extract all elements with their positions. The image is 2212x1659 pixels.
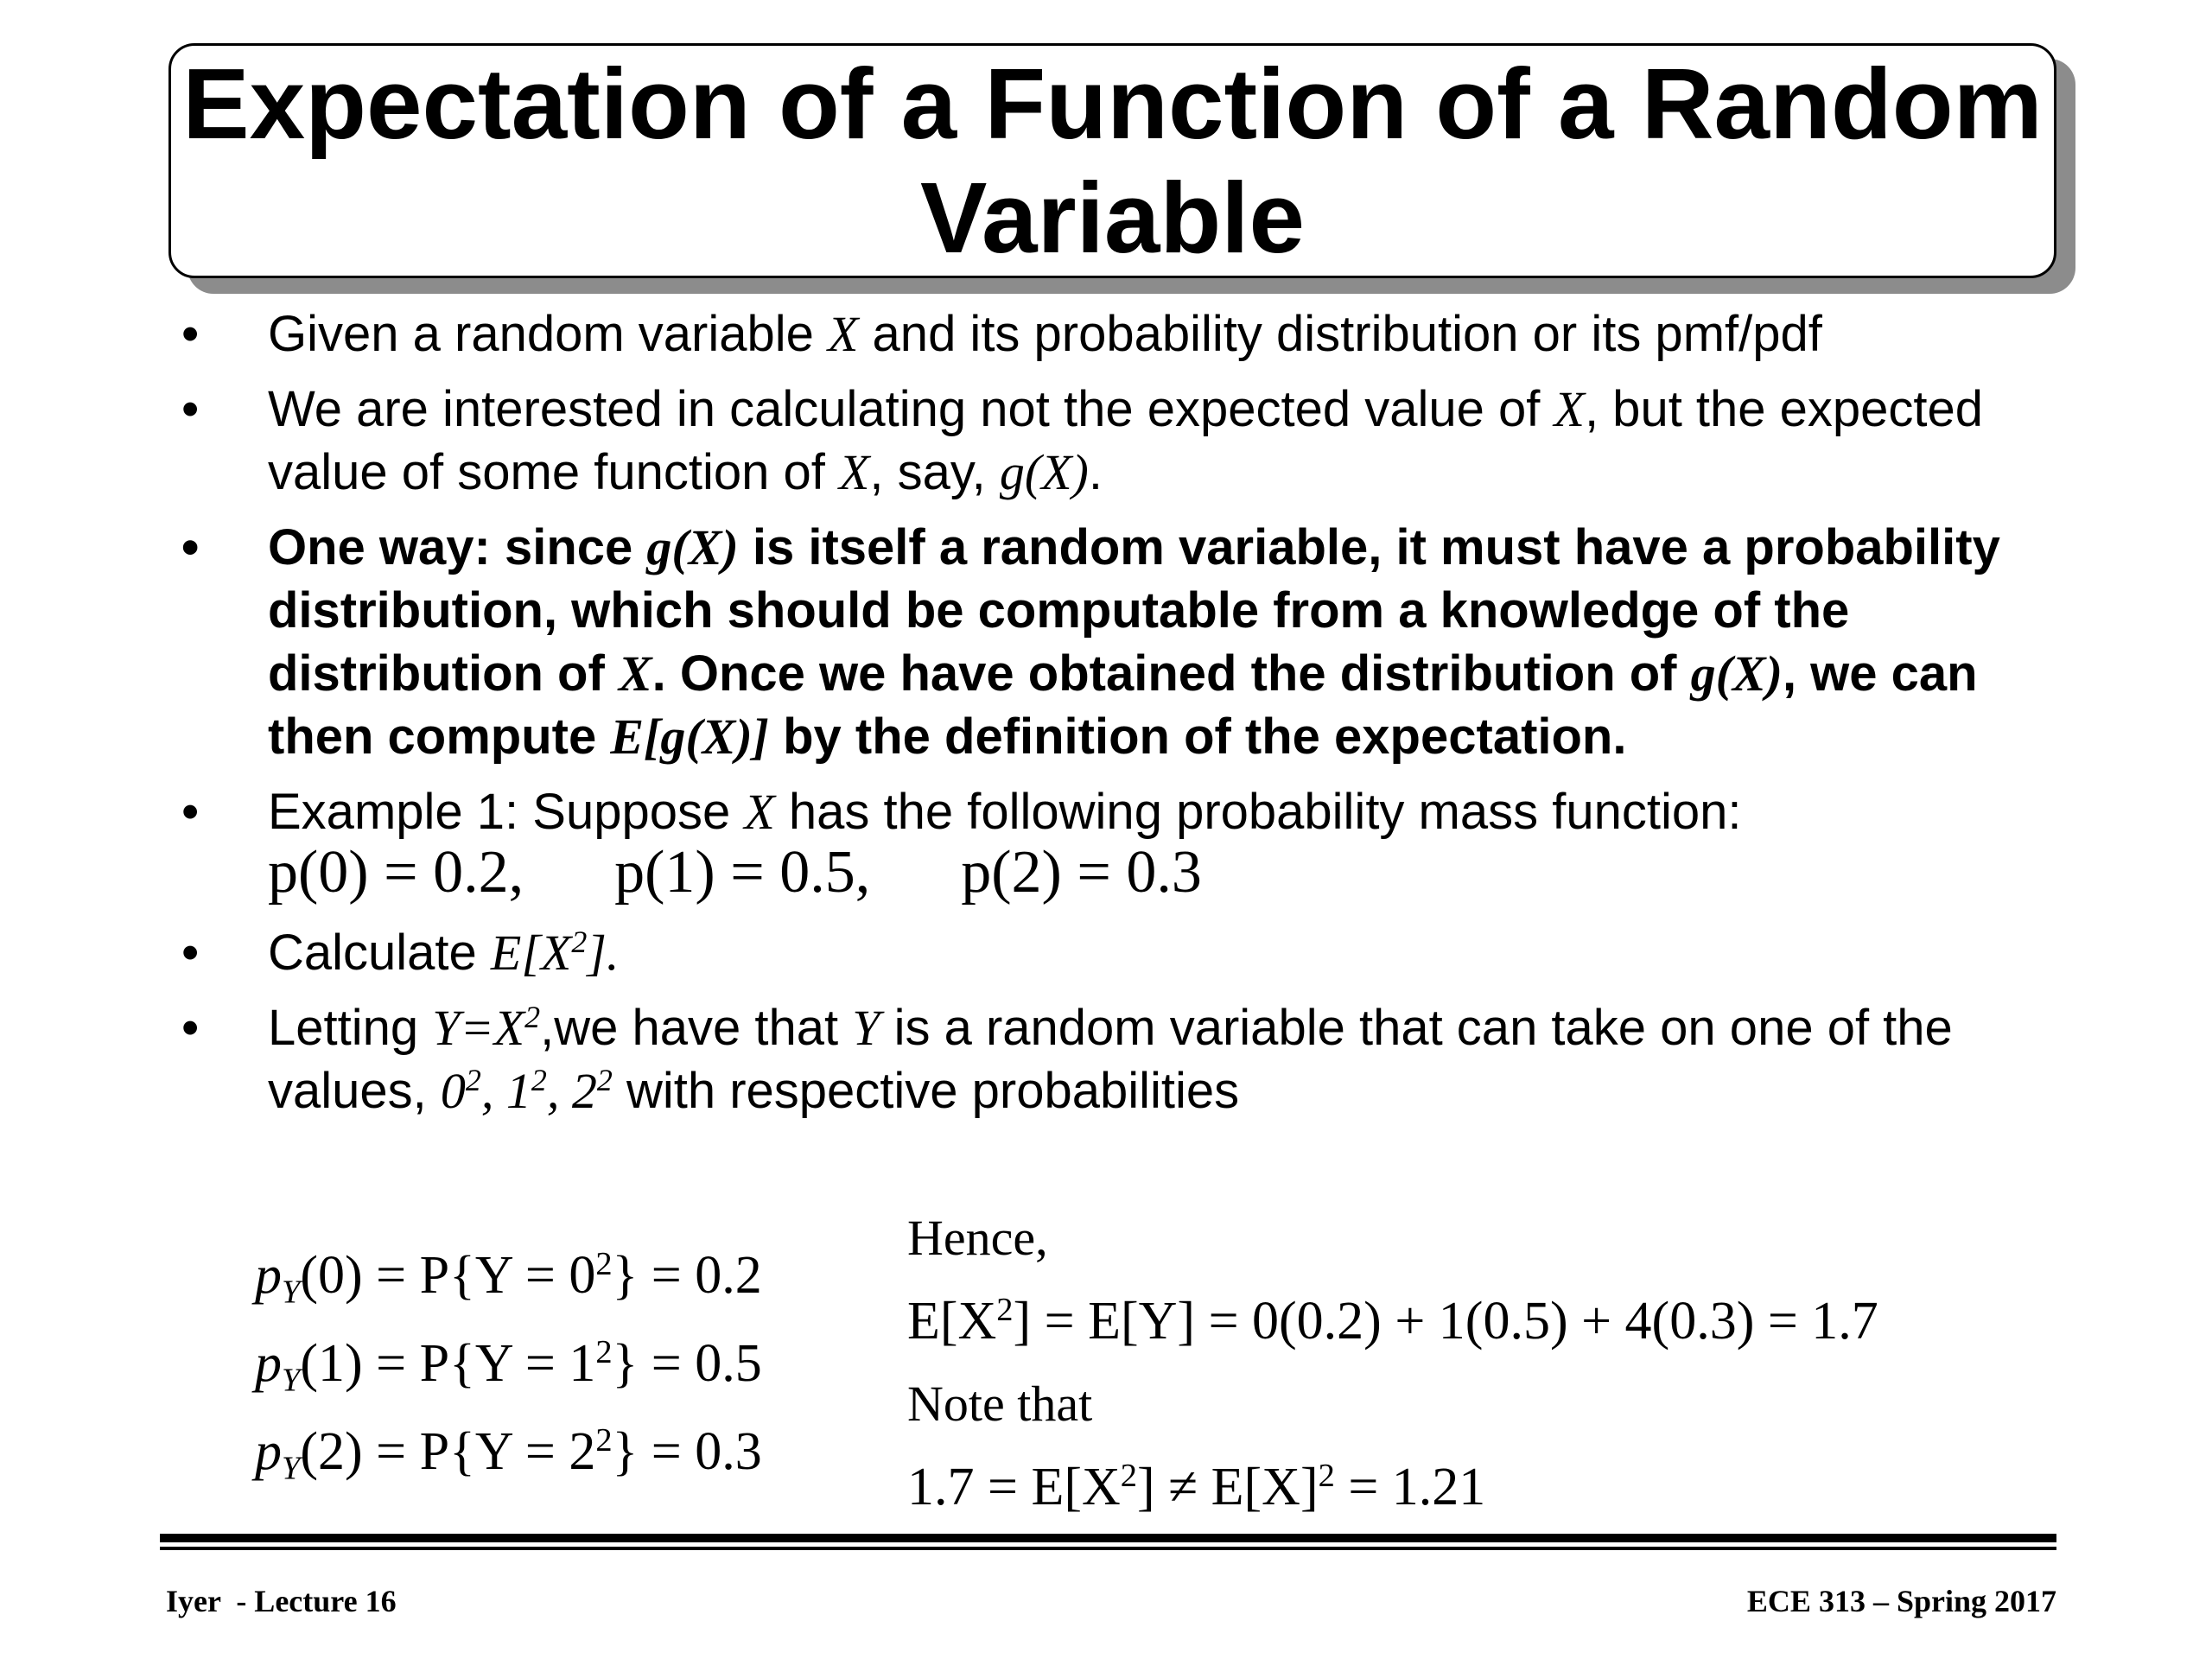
expectation-derivation — [907, 1197, 1878, 1529]
text: . Once we have obtained the distribution of — [652, 645, 1691, 702]
math-part: = 1.21 — [1334, 1458, 1486, 1516]
math-part: } = 0.5 — [612, 1334, 762, 1393]
math-part: Y=X — [432, 1000, 525, 1056]
text: has the following probability mass function: — [774, 784, 1742, 840]
footer-divider-thin — [160, 1547, 2056, 1550]
math-part: p — [255, 1246, 282, 1305]
math-var: X — [828, 306, 859, 362]
math-part: p — [255, 1422, 282, 1481]
text: , say, — [869, 444, 1000, 500]
math-part: (0) = P{Y = 0 — [300, 1246, 596, 1305]
bullet-marker: • — [181, 925, 200, 981]
note-text: Note that — [907, 1376, 1093, 1432]
math-var: X — [1554, 381, 1585, 437]
text: Calculate — [268, 925, 491, 981]
slide-title-line-2: Variable — [920, 162, 1305, 274]
superscript: 2 — [595, 1333, 613, 1370]
pmf-p2: p(2) = 0.3 — [961, 839, 1202, 906]
expectation-equation — [907, 1280, 1878, 1363]
math-part: ]. — [587, 925, 620, 981]
bullet-list — [173, 302, 2031, 1135]
subscript: Y — [282, 1450, 301, 1487]
superscript: 2 — [1318, 1457, 1335, 1494]
text: Given a random variable — [268, 306, 828, 362]
py-equation-2 — [255, 1408, 762, 1496]
math-part: 1.7 = E[X — [907, 1458, 1121, 1516]
bullet-letting-y — [173, 996, 2031, 1122]
text: by the definition of the expectation. — [768, 709, 1627, 765]
text: Letting — [268, 1000, 433, 1056]
bullet-calculate — [173, 921, 2031, 984]
superscript: 2 — [571, 925, 588, 960]
superscript: 2 — [595, 1421, 613, 1459]
text: , we can then compute — [268, 645, 1978, 765]
math-expr: g(X) — [999, 444, 1089, 500]
math-part: ] = E[Y] = 0(0.2) + 1(0.5) + 4(0.3) = 1.7 — [1013, 1292, 1878, 1351]
bullet-one-way — [173, 516, 2031, 768]
math-var: X — [838, 444, 870, 500]
hence-text: Hence, — [907, 1210, 1048, 1266]
text: . — [1088, 444, 1103, 500]
math-expr: E[g(X)] — [610, 709, 769, 765]
math-var: X — [618, 645, 652, 702]
bullet-marker: • — [181, 519, 200, 575]
math-part: E[X — [490, 925, 572, 981]
py-equation-0 — [255, 1231, 762, 1319]
pmf-p1: p(1) = 0.5, — [614, 839, 871, 906]
math-var: X — [744, 784, 775, 840]
math-part: , — [480, 1063, 506, 1119]
title-box — [168, 43, 2056, 278]
math-part: ] ≠ E[X] — [1136, 1458, 1319, 1516]
math-part: 0 — [440, 1063, 466, 1119]
text: We are interested in calculating not the expected value of — [268, 381, 1554, 437]
superscript: 2 — [595, 1245, 613, 1282]
bullet-marker: • — [181, 306, 200, 362]
subscript: Y — [282, 1274, 301, 1311]
bullet-given-random-variable — [173, 302, 2031, 365]
superscript: 2 — [524, 1000, 541, 1035]
bullet-marker: • — [181, 1000, 200, 1056]
math-part: (2) = P{Y = 2 — [300, 1422, 596, 1481]
math-part: 2 — [571, 1063, 597, 1119]
superscript: 2 — [1120, 1457, 1137, 1494]
text: with respective probabilities — [612, 1063, 1240, 1119]
slide-title-line-1: Expectation of a Function of a Random — [182, 48, 2043, 160]
text: One way: since — [268, 519, 647, 575]
footer-divider — [160, 1534, 2056, 1542]
math-var: Y — [852, 1000, 880, 1056]
footer-lecture: Iyer - Lecture 16 — [166, 1584, 397, 1618]
math-expr: g(X) — [1690, 645, 1783, 702]
text: Example 1: Suppose — [268, 784, 745, 840]
inequality-equation — [907, 1446, 1878, 1529]
text: is itself a random variable, it must have a probability distribution, which should be computable from a knowledge of the distribution of — [268, 519, 2000, 702]
bullet-marker: • — [181, 381, 200, 437]
py-equations — [255, 1231, 762, 1496]
text: is a random variable that can take on one of the values, — [268, 1000, 1953, 1119]
subscript: Y — [282, 1362, 301, 1399]
text: and its probability distribution or its pmf/pdf — [858, 306, 1822, 362]
text: , but the expected value of some function of — [268, 381, 1984, 500]
math-part: , — [546, 1063, 572, 1119]
bullet-example-1 — [173, 780, 2031, 843]
text: ,we have that — [540, 1000, 853, 1056]
bullet-interested-in-function — [173, 378, 2031, 504]
superscript: 2 — [996, 1291, 1014, 1328]
math-expr — [441, 1063, 613, 1119]
superscript: 2 — [596, 1063, 613, 1098]
superscript: 2 — [465, 1063, 481, 1098]
superscript: 2 — [531, 1063, 547, 1098]
math-part: (1) = P{Y = 1 — [300, 1334, 596, 1393]
math-part: E[X — [907, 1292, 997, 1351]
math-expr — [491, 925, 620, 981]
math-expr: g(X) — [646, 519, 739, 575]
math-part: p — [255, 1334, 282, 1393]
pmf-p0: p(0) = 0.2, — [268, 839, 524, 906]
footer-course: ECE 313 – Spring 2017 — [1746, 1584, 2056, 1618]
math-part: } = 0.3 — [612, 1422, 762, 1481]
math-part: 1 — [505, 1063, 531, 1119]
py-equation-1 — [255, 1319, 762, 1408]
math-expr — [432, 1000, 540, 1056]
pmf-equations — [173, 836, 2031, 909]
math-part: } = 0.2 — [612, 1246, 762, 1305]
bullet-marker: • — [181, 784, 200, 840]
